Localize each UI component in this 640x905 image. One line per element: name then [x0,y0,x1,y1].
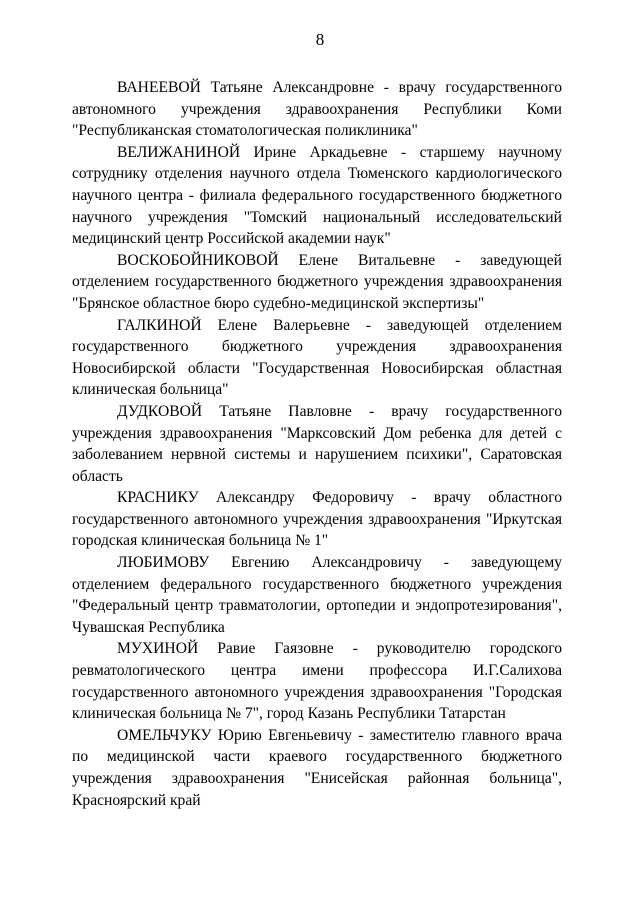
award-entry-dudkova: ДУДКОВОЙ Татьяне Павловне - врачу государственного учреждения здравоохранения "Марксовский Дом ребенка для детей с заболеванием нервной системы и нарушением психики", Саратовская область [72,402,562,485]
page-number: 8 [315,30,325,49]
award-entry-mukhina: МУХИНОЙ Равие Гаязовне - руководителю городского ревматологического центра имени профессора И.Г.Салихова государственного автономного учреждения здравоохранения "Городская клиническая больница № 7", город Казань Республики Татарстан [72,640,562,723]
award-entry-velizhanina: ВЕЛИЖАНИНОЙ Ирине Аркадьевне - старшему научному сотруднику отделения научного отдела Тюменского кардиологического научного центра - филиала федерального государственного бюджетного научного учреждения "Томский национальный исследовательский медицинский центр Российской академии наук" [72,143,562,248]
award-entry-voskoboinikova: ВОСКОБОЙНИКОВОЙ Елене Витальевне - заведующей отделением государственного бюджетного учреждения здравоохранения "Брянское областное бюро судебно-медицинской экспертизы" [72,251,562,312]
award-entry-omelchuk: ОМЕЛЬЧУКУ Юрию Евгеньевичу - заместителю главного врача по медицинской части краевого государственного бюджетного учреждения здравоохранения "Енисейская районная больница", Красноярский край [72,726,562,809]
award-entry-lyubimov: ЛЮБИМОВУ Евгению Александровичу - заведующему отделением федерального государственного бюджетного учреждения "Федеральный центр травматологии, ортопедии и эндопротезирования", Чувашская Республика [72,554,562,636]
award-list [72,77,562,811]
award-entry-krasnik: КРАСНИКУ Александру Федоровичу - врачу областного государственного автономного учреждения здравоохранения "Иркутская городская клиническая больница № 1" [72,489,562,550]
award-entry-galkina: ГАЛКИНОЙ Елене Валерьевне - заведующей отделением государственного бюджетного учреждения здравоохранения Новосибирской области "Государственная Новосибирская областная клиническая больница" [72,316,562,399]
award-entry-vaneeva: ВАНЕЕВОЙ Татьяне Александровне - врачу государственного автономного учреждения здравоохранения Республики Коми "Республиканская стоматологическая поликлиника" [72,79,562,140]
